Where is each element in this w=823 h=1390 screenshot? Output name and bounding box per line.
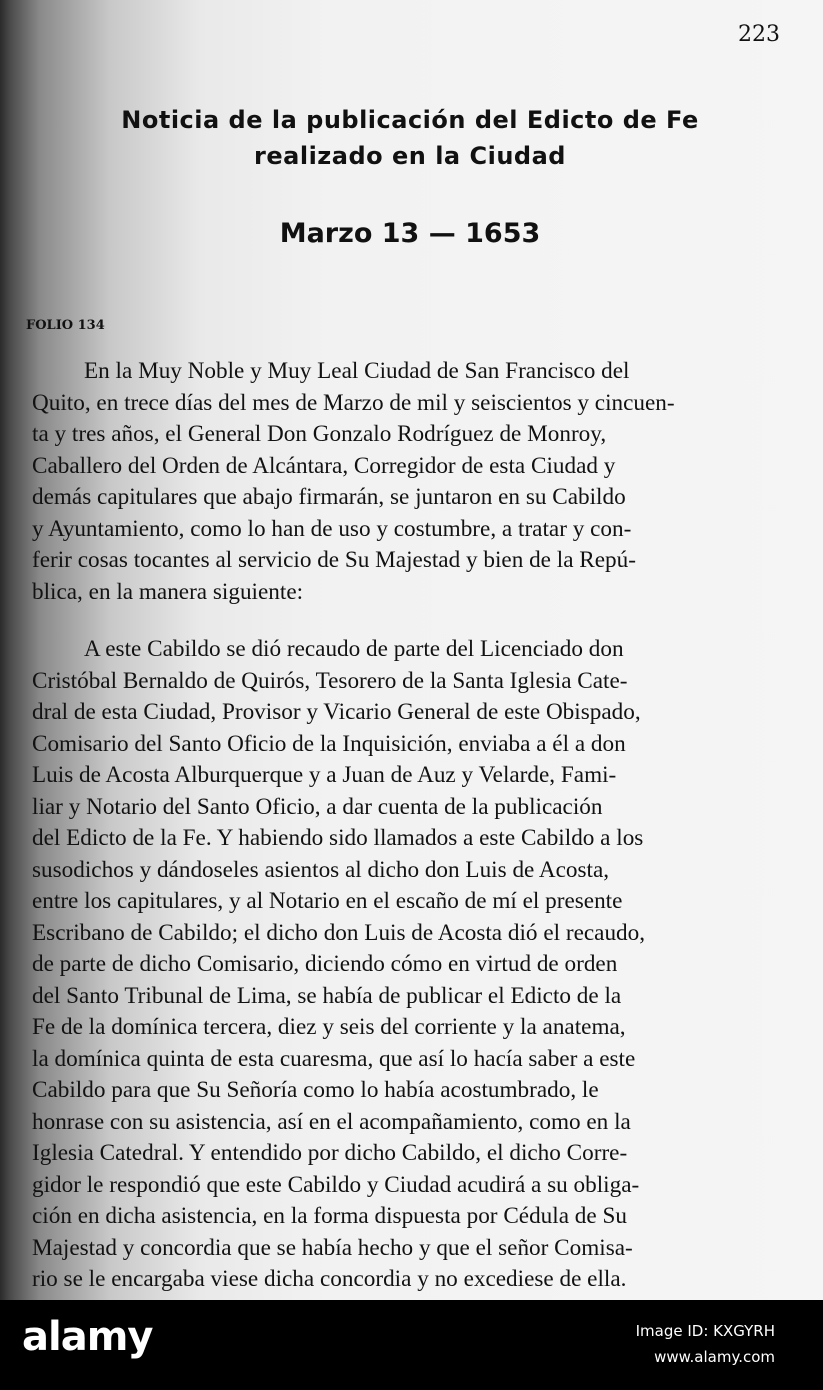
paragraph bbox=[32, 356, 780, 608]
image-id-label: Image ID: KXGYRH bbox=[635, 1322, 775, 1340]
text-line: Cabildo para que Su Señoría como lo había acostumbrado, le bbox=[32, 1077, 599, 1103]
text-line: ferir cosas tocantes al servicio de Su Majestad y bien de la Repú- bbox=[32, 547, 636, 573]
text-line: Quito, en trece días del mes de Marzo de mil y seiscientos y cincuen- bbox=[32, 389, 675, 416]
page-number: 223 bbox=[738, 22, 780, 47]
text-line: susodichos y dándoseles asientos al dicho don Luis de Acosta, bbox=[32, 856, 610, 883]
text-line: Majestad y concordia que se había hecho y que el señor Comisa- bbox=[32, 1234, 633, 1261]
text-line: Escribano de Cabildo; el dicho don Luis de Acosta dió el recaudo, bbox=[32, 919, 646, 946]
text-line: del Edicto de la Fe. Y habiendo sido llamados a este Cabildo a los bbox=[32, 825, 644, 851]
text-line: blica, en la manera siguiente: bbox=[32, 578, 304, 605]
text-line: liar y Notario del Santo Oficio, a dar cuenta de la publicación bbox=[32, 793, 603, 820]
folio-label: FOLIO 134 bbox=[26, 318, 105, 333]
title-line: Noticia de la publicación del Edicto de Fe bbox=[121, 106, 699, 134]
text-line: Iglesia Catedral. Y entendido por dicho Cabildo, el dicho Corre- bbox=[32, 1140, 628, 1166]
text-line: A este Cabildo se dió recaudo de parte del Licenciado don bbox=[84, 636, 624, 662]
title-line: realizado en la Ciudad bbox=[254, 142, 566, 170]
text-line: y Ayuntamiento, como lo han de uso y costumbre, a tratar y con- bbox=[32, 515, 632, 542]
text-line: Cristóbal Bernaldo de Quirós, Tesorero de la Santa Iglesia Cate- bbox=[32, 667, 628, 694]
text-line: entre los capitulares, y al Notario en el escaño de mí el presente bbox=[32, 888, 623, 914]
page-title bbox=[40, 102, 780, 174]
text-line: dral de esta Ciudad, Provisor y Vicario General de este Obispado, bbox=[32, 699, 641, 725]
text-line: la domínica quinta de esta cuaresma, que así lo hacía saber a este bbox=[32, 1045, 636, 1072]
watermark-footer bbox=[0, 1300, 823, 1390]
text-line: del Santo Tribunal de Lima, se había de publicar el Edicto de la bbox=[32, 982, 622, 1009]
text-line: Comisario del Santo Oficio de la Inquisición, enviaba a él a don bbox=[32, 730, 626, 757]
text-line: Fe de la domínica tercera, diez y seis del corriente y la anatema, bbox=[32, 1014, 626, 1040]
site-url[interactable]: www.alamy.com bbox=[654, 1348, 775, 1366]
text-line: ta y tres años, el General Don Gonzalo Rodríguez de Monroy, bbox=[32, 421, 607, 447]
text-line: demás capitulares que abajo firmarán, se juntaron en su Cabildo bbox=[32, 484, 626, 510]
document-date: Marzo 13 — 1653 bbox=[279, 218, 541, 249]
paragraph bbox=[32, 634, 780, 1296]
text-line: En la Muy Noble y Muy Leal Ciudad de San Francisco del bbox=[84, 358, 630, 384]
text-line: de parte de dicho Comisario, diciendo cómo en virtud de orden bbox=[32, 951, 618, 977]
brand-logo: alamy bbox=[22, 1314, 153, 1360]
text-line: Caballero del Orden de Alcántara, Corregidor de esta Ciudad y bbox=[32, 452, 616, 479]
text-line: ción en dicha asistencia, en la forma dispuesta por Cédula de Su bbox=[32, 1203, 627, 1229]
text-line: rio se le encargaba viese dicha concordia y no excediese de ella. bbox=[32, 1266, 627, 1292]
text-line: gidor le respondió que este Cabildo y Ciudad acudirá a su obliga- bbox=[32, 1171, 640, 1198]
text-line: honrase con su asistencia, así en el acompañamiento, como en la bbox=[32, 1108, 631, 1135]
text-line: Luis de Acosta Alburquerque y a Juan de Auz y Velarde, Fami- bbox=[32, 762, 617, 788]
